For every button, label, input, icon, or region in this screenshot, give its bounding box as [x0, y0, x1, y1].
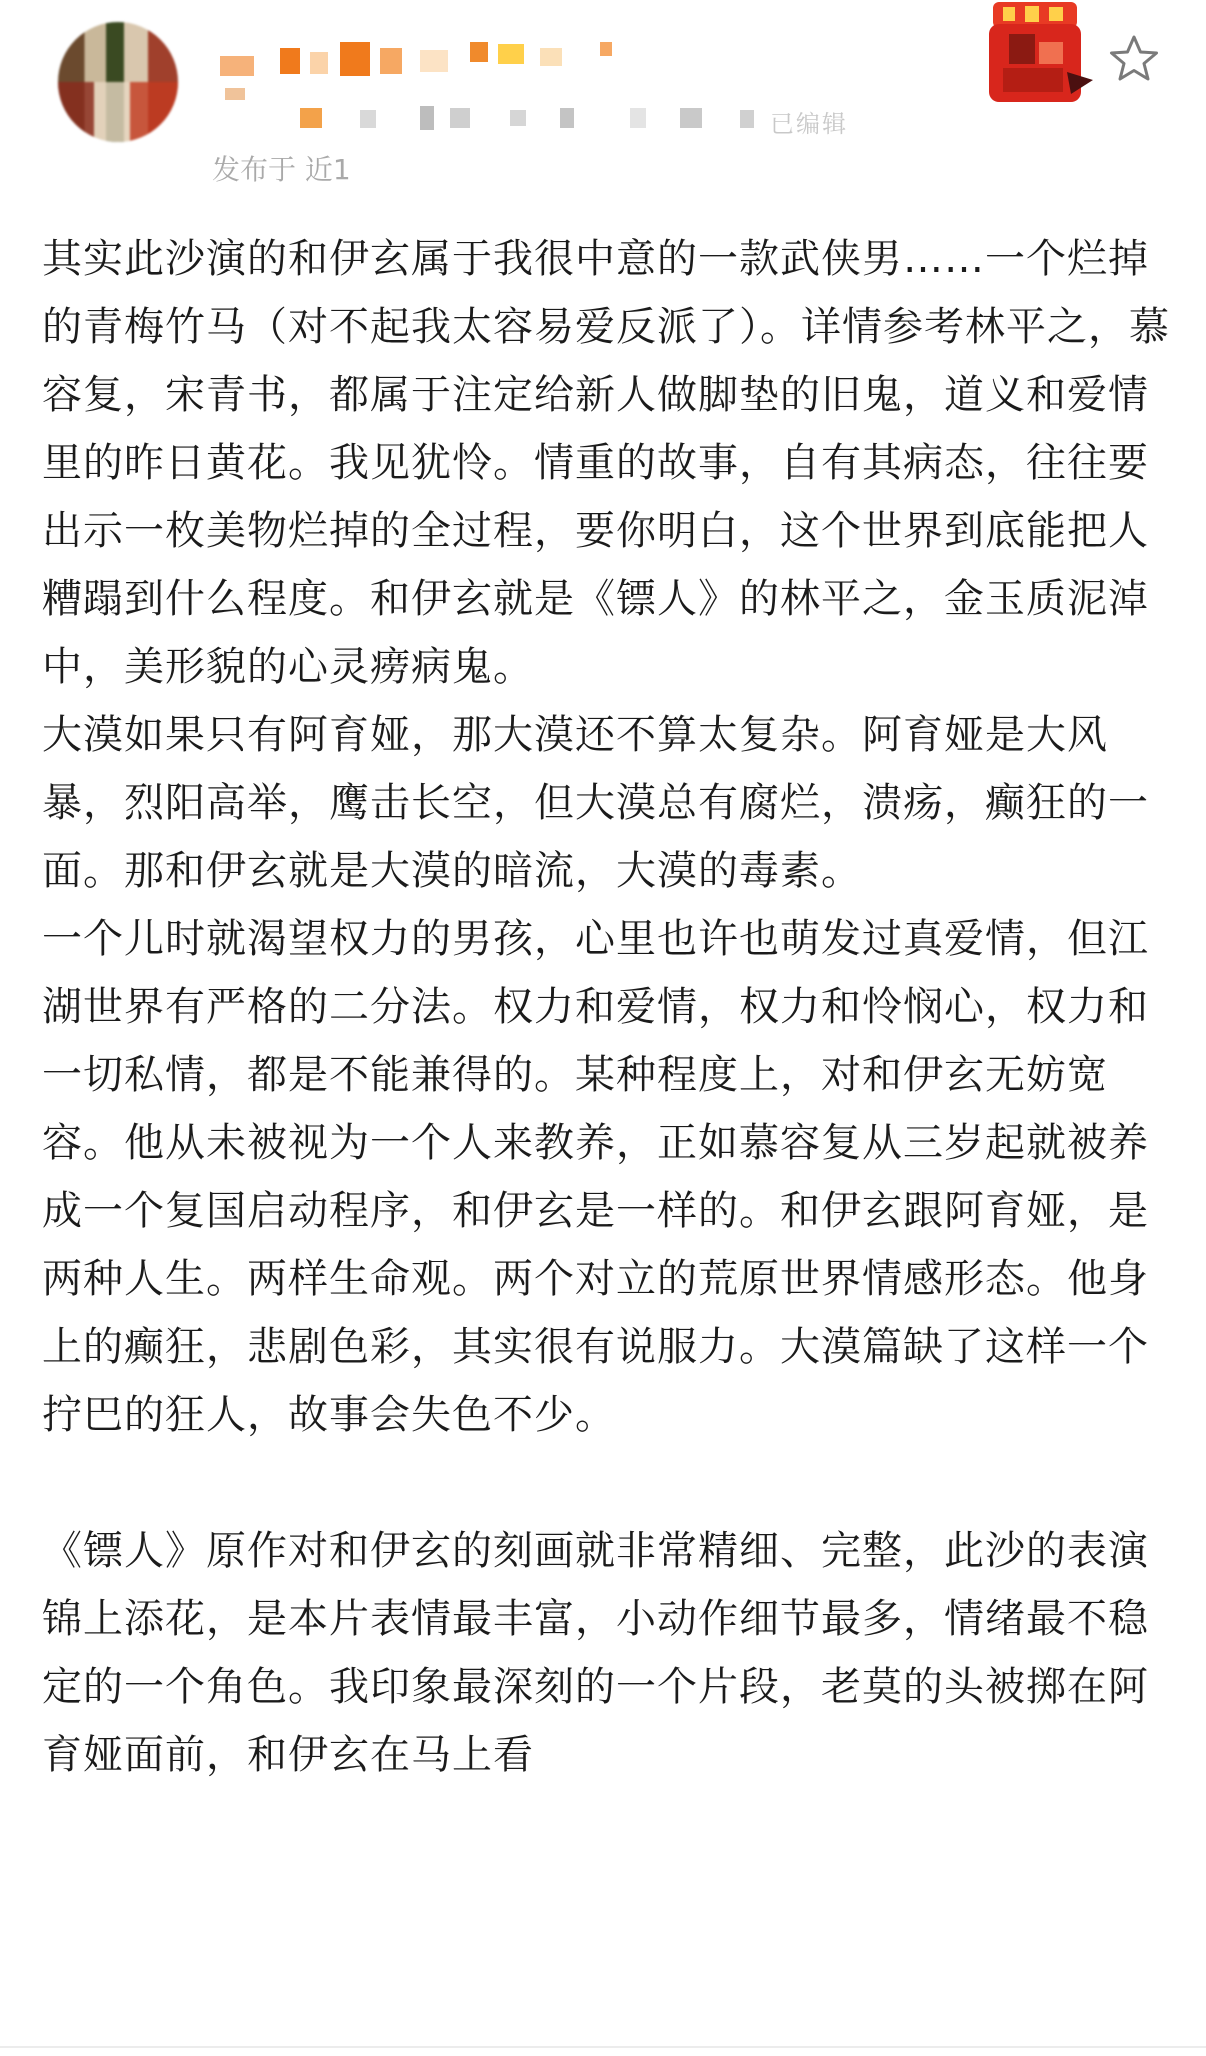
- post-paragraph: 大漠如果只有阿育娅，那大漠还不算太复杂。阿育娅是大风暴，烈阳高举，鹰击长空，但大漠总有腐烂，溃疡，癫狂的一面。那和伊玄就是大漠的暗流，大漠的毒素。: [42, 712, 1149, 894]
- decoration-badge-icon: [975, 2, 1095, 110]
- post-paragraph: 一个儿时就渴望权力的男孩，心里也许也萌发过真爱情，但江湖世界有严格的二分法。权力和爱情，权力和怜悯心，权力和一切私情，都是不能兼得的。某种程度上，对和伊玄无妨宽容。他从未被视为一个人来教养，正如慕容复从三岁起就被养成一个复国启动程序，和伊玄是一样的。和伊玄跟阿育娅，是两种人生。两样生命观。两个对立的荒原世界情感形态。他身上的癫狂，悲剧色彩，其实很有说服力。大漠篇缺了这样一个拧巴的狂人，故事会失色不少。: [42, 916, 1149, 1438]
- paragraph-gap: [42, 1449, 1172, 1517]
- post-content: [42, 225, 1172, 1789]
- divider: [0, 2046, 1206, 2048]
- post-header: [0, 0, 1206, 195]
- post-paragraph: 《镖人》原作对和伊玄的刻画就非常精细、完整，此沙的表演锦上添花，是本片表情最丰富，小动作细节最多，情绪最不稳定的一个角色。我印象最深刻的一个片段，老莫的头被掷在阿育娅面前，和伊玄在马上看: [42, 1528, 1149, 1778]
- star-icon[interactable]: [1108, 33, 1160, 85]
- edited-label: 已编辑: [770, 110, 848, 138]
- post-paragraph: 其实此沙演的和伊玄属于我很中意的一款武侠男……一个烂掉的青梅竹马（对不起我太容易爱反派了）。详情参考林平之，慕容复，宋青书，都属于注定给新人做脚垫的旧鬼，道义和爱情里的昨日黄花。我见犹怜。情重的故事，自有其病态，往往要出示一枚美物烂掉的全过程，要你明白，这个世界到底能把人糟蹋到什么程度。和伊玄就是《镖人》的林平之，金玉质泥淖中，美形貌的心灵痨病鬼。: [42, 236, 1170, 690]
- avatar[interactable]: [58, 22, 178, 142]
- post-timestamp: 发布于 近1: [212, 153, 351, 186]
